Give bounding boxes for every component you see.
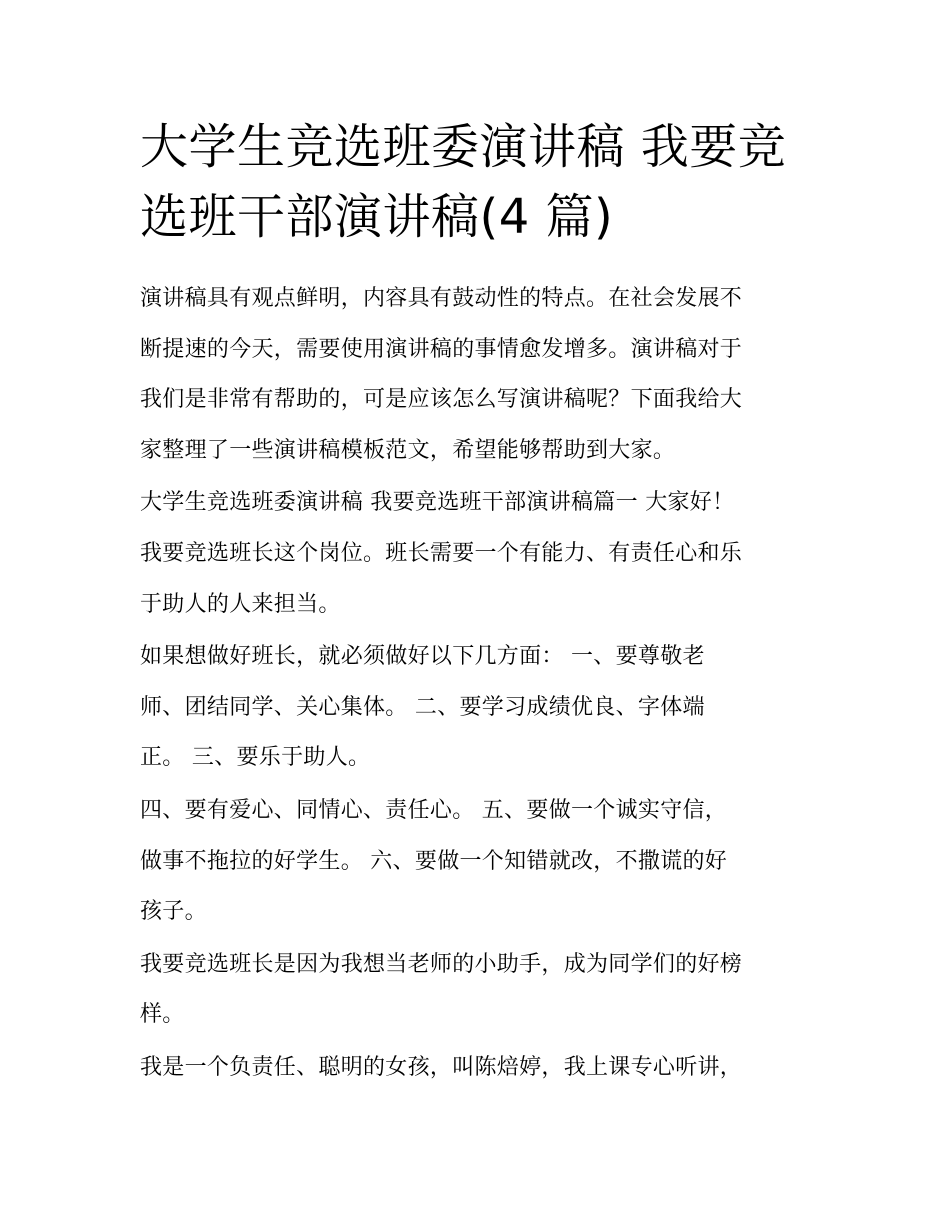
text-line: 师、团结同学、关心集体。 二、要学习成绩优良、字体端 bbox=[140, 694, 705, 720]
paragraph-motivation bbox=[140, 940, 815, 1041]
text-line: 孩子。 bbox=[140, 899, 207, 925]
text-line: 家整理了一些演讲稿模板范文，希望能够帮助到大家。 bbox=[140, 437, 676, 463]
text-line: 于助人的人来担当。 bbox=[140, 591, 341, 617]
paragraph-requirements-2 bbox=[140, 786, 815, 938]
title-line: 大学生竞选班委演讲稿 我要竞 bbox=[140, 119, 787, 175]
text-line: 大学生竞选班委演讲稿 我要竞选班干部演讲稿篇一 大家好！ bbox=[140, 490, 735, 516]
text-line: 演讲稿具有观点鲜明，内容具有鼓动性的特点。在社会发展不 bbox=[140, 286, 743, 311]
text-line: 我是一个负责任、聪明的女孩，叫陈焙婷，我上课专心听讲， bbox=[140, 1054, 743, 1080]
text-line: 做事不拖拉的好学生。 六、要做一个知错就改，不撒谎的好 bbox=[140, 848, 728, 874]
paragraph-requirements-1 bbox=[140, 632, 815, 784]
text-line: 我们是非常有帮助的，可是应该怎么写演讲稿呢？下面我给大 bbox=[140, 387, 743, 413]
text-line: 四、要有爱心、同情心、责任心。 五、要做一个诚实守信， bbox=[140, 797, 728, 823]
text-line: 正。 三、要乐于助人。 bbox=[140, 745, 371, 771]
document-body bbox=[140, 274, 815, 1094]
text-line: 我要竞选班长这个岗位。班长需要一个有能力、有责任心和乐 bbox=[140, 540, 743, 566]
text-line: 样。 bbox=[140, 1002, 185, 1028]
paragraph-speech-opening bbox=[140, 478, 815, 630]
text-line: 我要竞选班长是因为我想当老师的小助手，成为同学们的好榜 bbox=[140, 951, 743, 977]
title-line: 选班干部演讲稿(4 篇) bbox=[140, 189, 614, 245]
document-title bbox=[140, 112, 815, 252]
text-line: 如果想做好班长，就必须做好以下几方面： 一、要尊敬老 bbox=[140, 644, 705, 670]
paragraph-intro bbox=[140, 274, 815, 476]
document-content bbox=[140, 112, 815, 1096]
text-line: 断提速的今天，需要使用演讲稿的事情愈发增多。演讲稿对于 bbox=[140, 336, 743, 362]
paragraph-self-intro bbox=[140, 1043, 815, 1094]
